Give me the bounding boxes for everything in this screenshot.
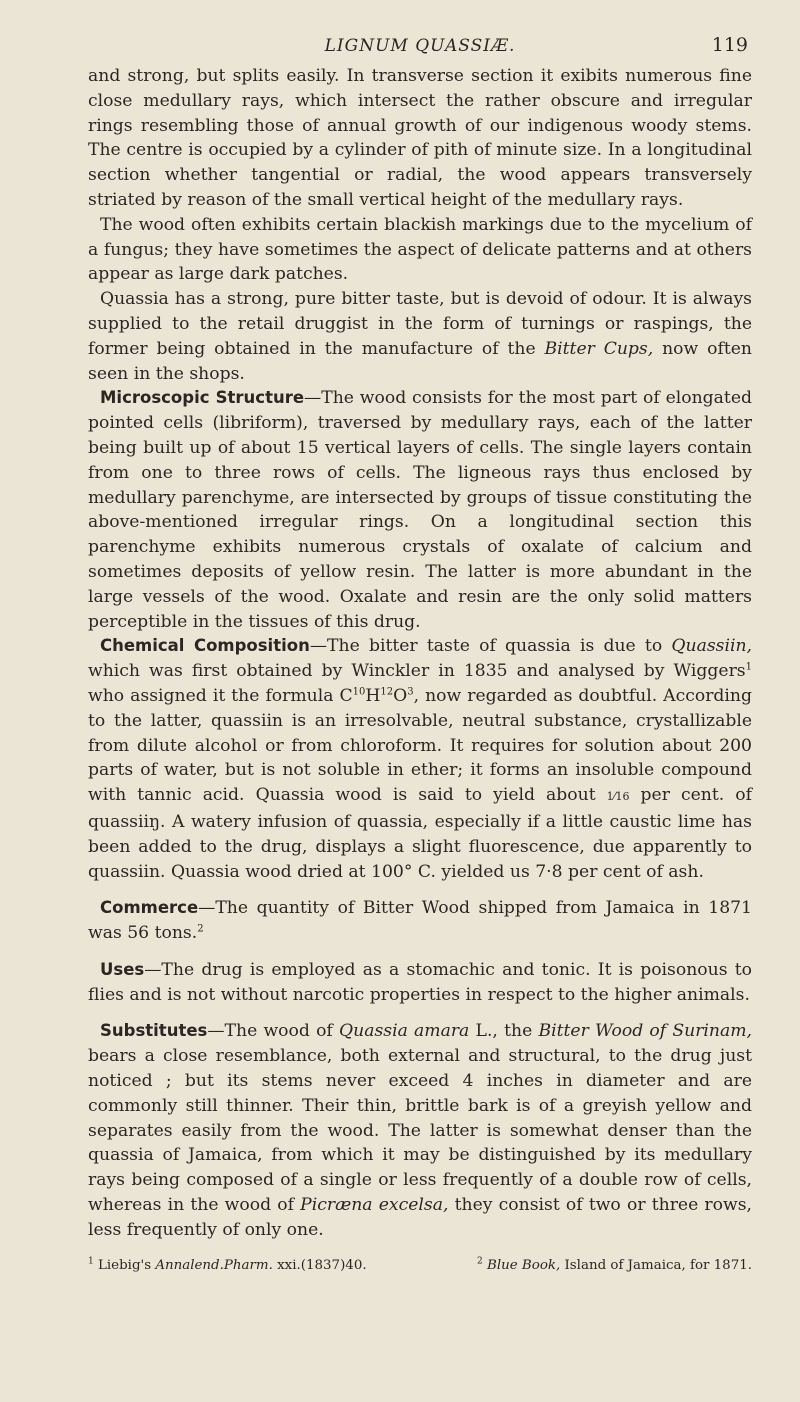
bitter-wood-term: Bitter Wood of Surinam, [538, 1021, 753, 1042]
quassia-amara-term: Quassia amara [339, 1021, 470, 1042]
picraena-term: Picræna excelsa, [300, 1195, 449, 1216]
formula-subscript: 10 [352, 686, 366, 698]
paragraph-chemical-composition: Chemical Composition—The bitter taste of quassia is due to Quassiin, which was first obtained by Winckler in 1835 and analysed by Wiggers$^1$ who assigned it the formula $C^{10}H^{12}O^3$, now regarded as doubtful. According to the latter, quassiin is an irresolvable, neutral substance, crystallizable from dilute alcohol or from chloroform. It requires for solution about 200 parts of water, but is not soluble in ether; it forms an insoluble compound with tannic acid. Quassia wood is said to yield about 1⁄16 per cent. of quassiiŋ. A watery infusion of quassia, especially if a little caustic lime has been added to the drug, displays a slight fluorescence, due apparently to quassiin. Quassia wood dried at 100° C. yielded us 7·8 per cent of ash. [88, 636, 752, 882]
formula-subscript: 3 [407, 686, 414, 698]
page-number: 119 [711, 34, 748, 56]
page-header [88, 0, 752, 64]
paragraph-substitutes: Substitutes—The wood of Quassia amara L., the Bitter Wood of Surinam, bears a close resemblance, both external and structural, to the drug just noticed ; but its stems never exceed 4 inches in diameter and are commonly still thinner. Their thin, brittle bark is of a greyish yellow and separates easily from the wood. The latter is somewhat denser than the quassia of Jamaica, from which it may be distinguished by its medullary rays being composed of a single or less frequently of a double row of cells, whereas in the wood of Picræna excelsa, they consist of two or three rows, less frequently of only one. [88, 1021, 753, 1240]
footnote-2: $^2$ Blue Book, Island of Jamaica, for 1871. [477, 1256, 752, 1273]
footnotes [88, 1257, 752, 1275]
paragraph-uses: Uses—The drug is employed as a stomachic and tonic. It is poisonous to flies and is not without narcotic properties in respect to the higher animals. [88, 959, 752, 1005]
paragraph-commerce: Commerce—The quantity of Bitter Wood shipped from Jamaica in 1871 was 56 tons.$^2$ [88, 898, 752, 944]
fraction: 1⁄16 [606, 790, 630, 804]
footnote-1: $^1$ Liebig's Annalend.Pharm. xxi.(1837)40. [88, 1256, 367, 1273]
running-title: LIGNUM QUASSIÆ. [324, 36, 516, 56]
paragraph-fungus: The wood often exhibits certain blackish markings due to the mycelium of a fungus; they have sometimes the aspect of delicate patterns and at others appear as large dark patches. [88, 214, 752, 285]
paragraph-structure: and strong, but splits easily. In transverse section it exibits numerous fine close medullary rays, which intersect the rather obscure and irregular rings resembling those of annual growth of our indigenous woody stems. The centre is occupied by a cylinder of pith of minute size. In a longitudinal section whether tangential or radial, the wood appears transversely striated by reason of the small vertical height of the medullary rays. [88, 66, 752, 210]
footnote-ref-1: 1 [745, 661, 752, 673]
bitter-cups-term: Bitter Cups, [544, 338, 654, 359]
section-heading-chemical: Chemical Composition [100, 636, 310, 656]
section-heading-microscopic: Microscopic Structure [100, 388, 305, 408]
footnote-ref-2: 2 [197, 923, 204, 935]
paragraph-microscopic-structure: Microscopic Structure—The wood consists for the most part of elongated pointed cells (libriform), traversed by medullary rays, each of the latter being built up of about 15 vertical layers of cells. The single layers contain from one to three rows of cells. The ligneous rays thus enclosed by medullary parenchyme, are intersected by groups of tissue constituting the above-mentioned irregular rings. On a longitudinal section this parenchyme exhibits numerous crystals of oxalate of calcium and sometimes deposits of yellow resin. The latter is more abundant in the large vessels of the wood. Oxalate and resin are the only solid matters perceptible in the tissues of this drug. [88, 388, 752, 632]
section-heading-uses: Uses [100, 959, 145, 979]
section-heading-substitutes: Substitutes [100, 1021, 208, 1041]
quassiin-term: Quassiin, [671, 636, 752, 657]
paragraph-taste: Quassia has a strong, pure bitter taste, but is devoid of odour. It is always supplied to the retail druggist in the form of turnings or raspings, the former being obtained in the manufacture of the Bitter Cups, now often seen in the shops. [88, 289, 752, 384]
section-heading-commerce: Commerce [100, 898, 199, 918]
body-text [88, 64, 752, 1243]
formula-subscript: 12 [380, 686, 394, 698]
